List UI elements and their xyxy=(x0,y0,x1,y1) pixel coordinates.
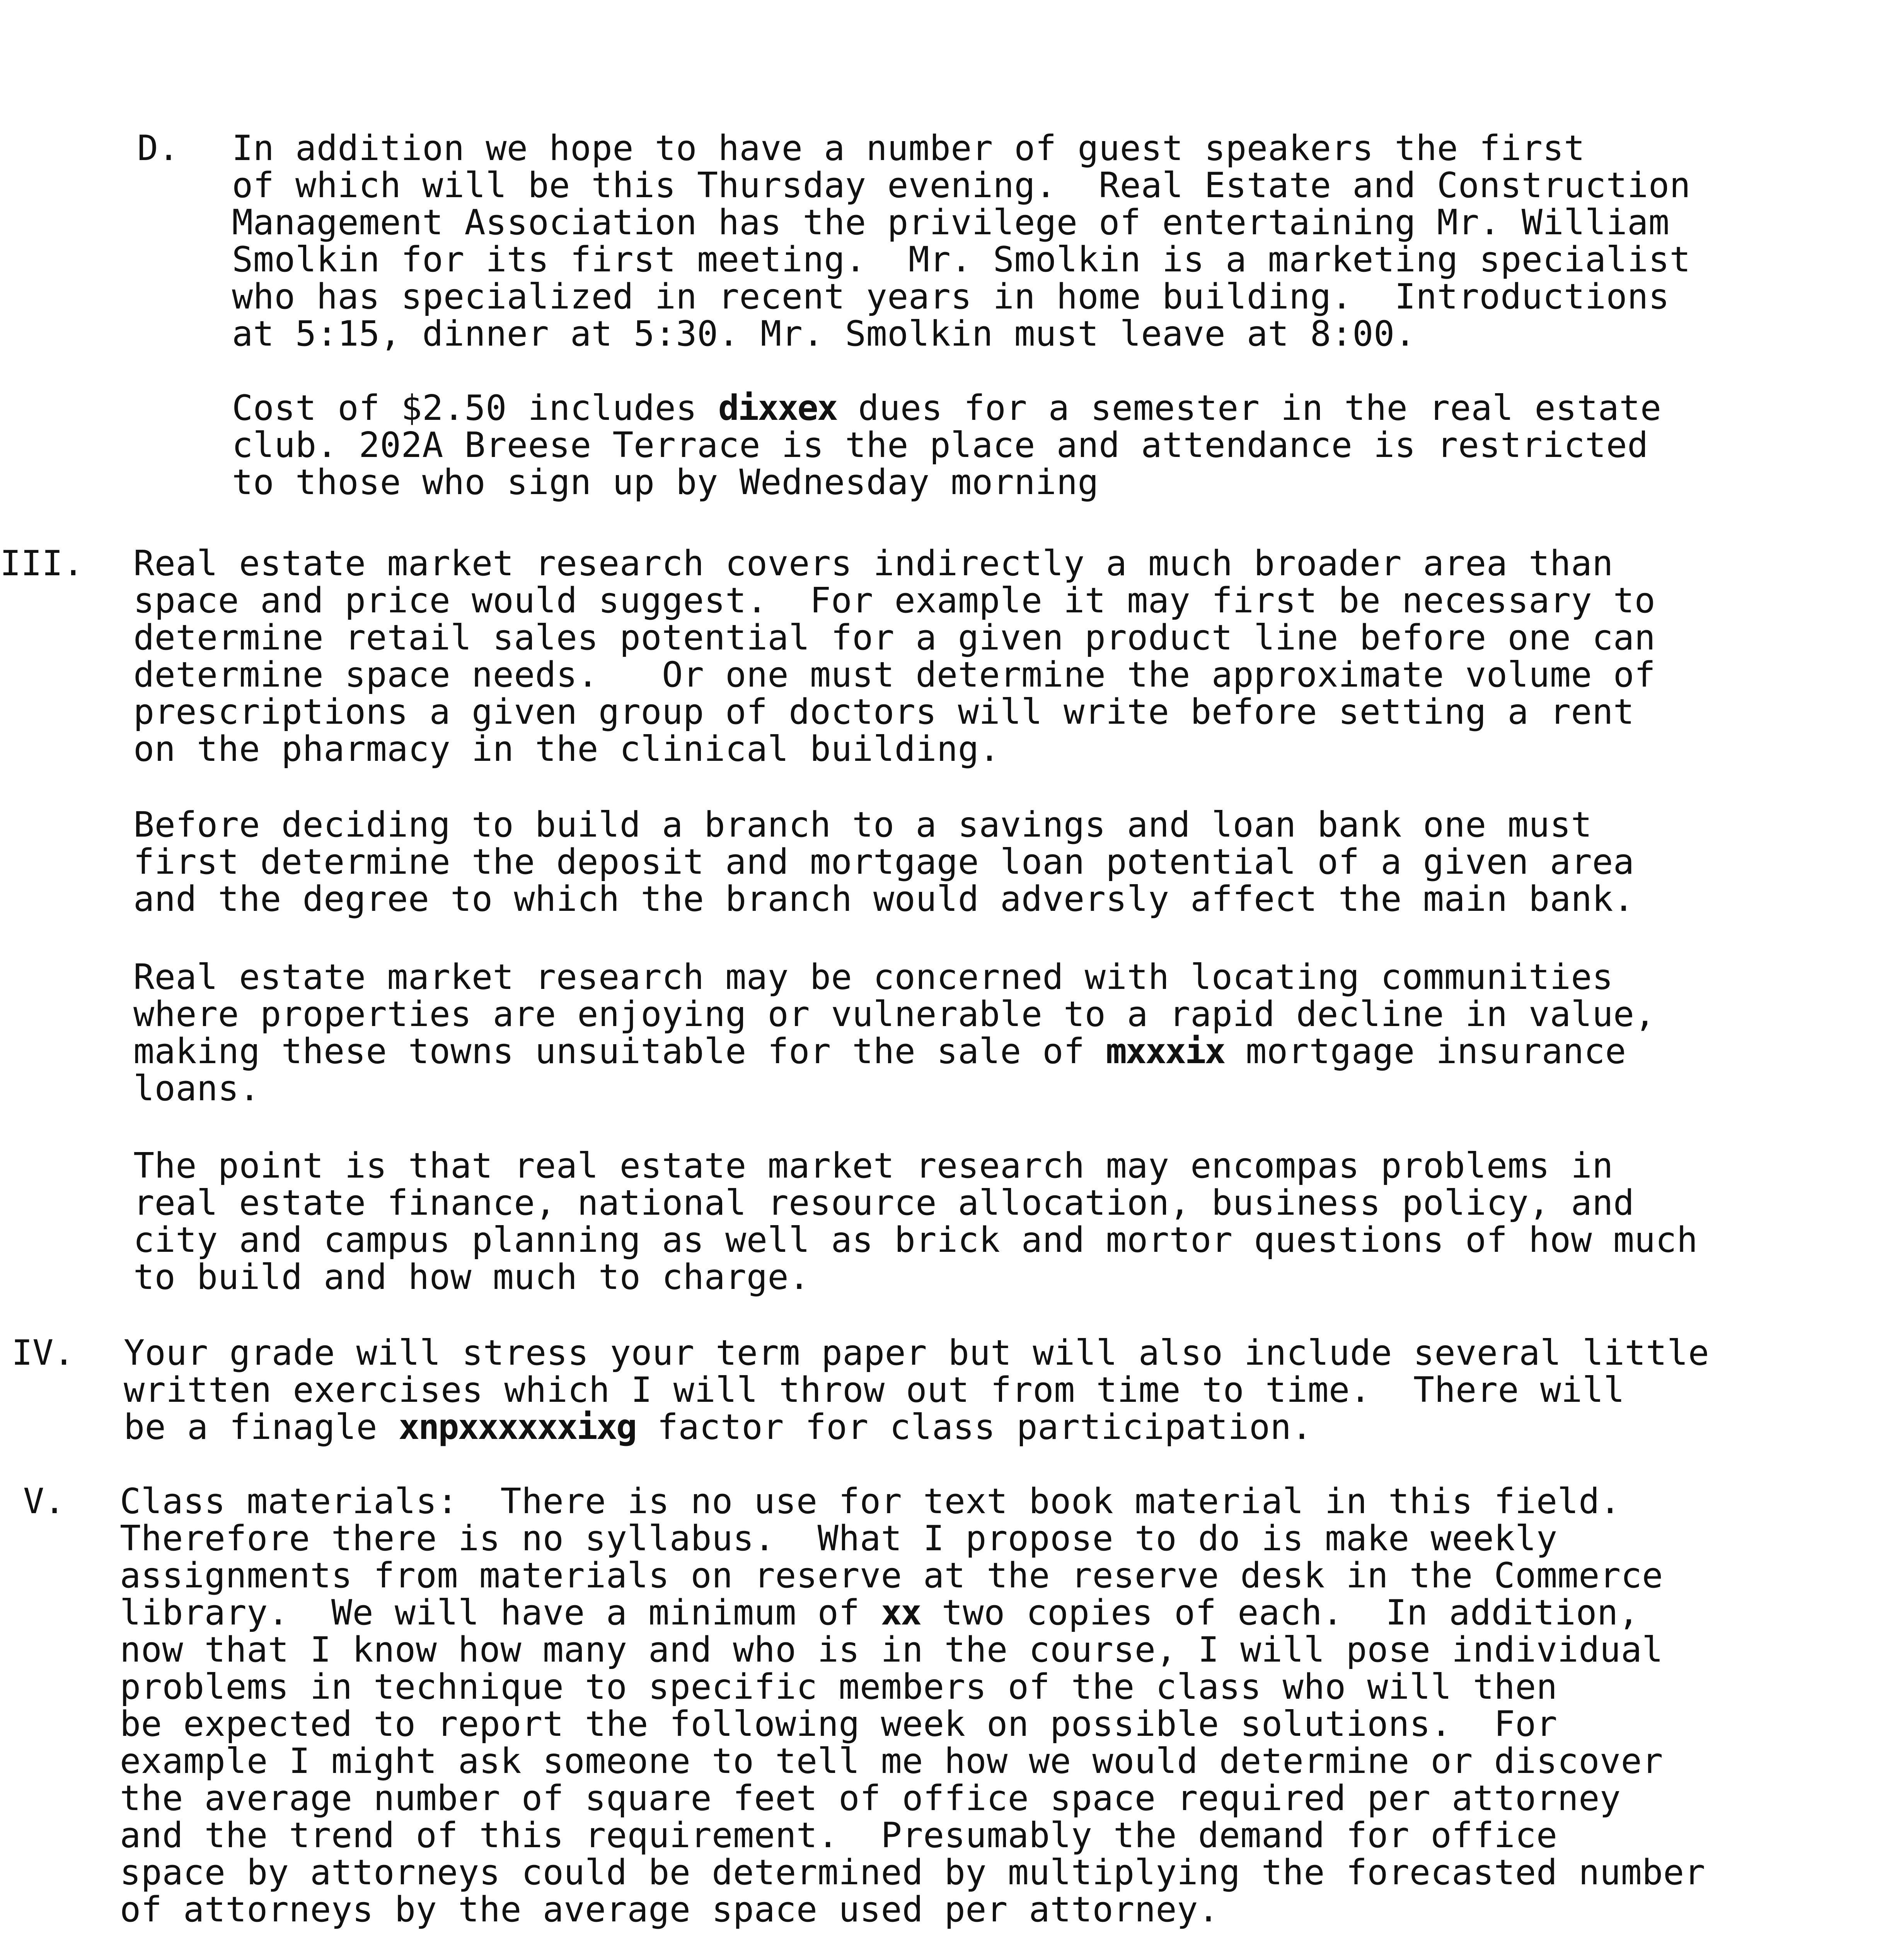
section-v-line-4 xyxy=(120,1594,1639,1631)
section-d-line-5: who has specialized in recent years in home building. Introductions xyxy=(232,276,1670,317)
section-iii-p4-line-3: city and campus planning as well as brick and mortor questions of how much xyxy=(133,1220,1698,1260)
section-d-line-6: at 5:15, dinner at 5:30. Mr. Smolkin must leave at 8:00. xyxy=(232,314,1416,354)
section-iv-line-3-start: be a finagle xyxy=(124,1407,399,1447)
section-v-line-1: Class materials: There is no use for text book material in this field. xyxy=(120,1481,1621,1522)
section-iii-p1-line-2: space and price would suggest. For example it may first be necessary to xyxy=(133,580,1656,621)
section-iii-p2-line-1: Before deciding to build a branch to a savings and loan bank one must xyxy=(133,805,1592,845)
cost-line-1 xyxy=(232,390,1662,427)
section-v-line-5: now that I know how many and who is in the course, I will pose individual xyxy=(120,1630,1663,1670)
section-d-line-3: Management Association has the privilege of entertaining Mr. William xyxy=(232,202,1670,243)
section-v-line-10: and the trend of this requirement. Presumably the demand for office xyxy=(120,1815,1558,1856)
section-iii-p1-line-3: determine retail sales potential for a given product line before one can xyxy=(133,617,1656,658)
section-iii-p1-line-5: prescriptions a given group of doctors will write before setting a rent xyxy=(133,692,1635,732)
section-v-line-9: the average number of square feet of office space required per attorney xyxy=(120,1778,1621,1819)
section-iii-p2-line-2: first determine the deposit and mortgage loan potential of a given area xyxy=(133,842,1635,882)
section-v-line-7: be expected to report the following week on possible solutions. For xyxy=(120,1704,1558,1744)
section-iii-p3-line-3 xyxy=(133,1033,1626,1070)
section-iv-line-1: Your grade will stress your term paper but will also include several little xyxy=(124,1333,1710,1373)
section-iii-p3-line-1: Real estate market research may be concerned with locating communities xyxy=(133,957,1613,997)
section-iii-p1-line-1: Real estate market research covers indirectly a much broader area than xyxy=(133,543,1613,584)
section-iii-p2-line-3: and the degree to which the branch would adversly affect the main bank. xyxy=(133,879,1635,919)
cost-line-1-start: Cost of $2.50 includes xyxy=(232,388,718,428)
section-iii-p3-line-3-start: making these towns unsuitable for the sale of xyxy=(133,1031,1106,1072)
section-iii-p3-line-4: loans. xyxy=(133,1068,261,1109)
section-iii-p4-line-1: The point is that real estate market research may encompas problems in xyxy=(133,1145,1613,1186)
section-iv-line-3-end: factor for class participation. xyxy=(636,1407,1313,1447)
cost-line-1-end: dues for a semester in the real estate xyxy=(837,388,1662,428)
section-iii-p4-line-4: to build and how much to charge. xyxy=(133,1257,810,1297)
section-marker-v: V. xyxy=(23,1481,65,1522)
typed-over-word: mxxxix xyxy=(1106,1031,1225,1072)
section-v-line-3: assignments from materials on reserve at the reserve desk in the Commerce xyxy=(120,1555,1663,1596)
section-d-line-4: Smolkin for its first meeting. Mr. Smolkin is a marketing specialist xyxy=(232,239,1691,280)
cost-line-2: club. 202A Breese Terrace is the place and attendance is restricted xyxy=(232,425,1648,465)
section-d-line-1: In addition we hope to have a number of guest speakers the first xyxy=(232,128,1585,169)
section-v-line-11: space by attorneys could be determined by multiplying the forecasted number xyxy=(120,1852,1706,1893)
section-v-line-6: problems in technique to specific members of the class who will then xyxy=(120,1667,1558,1707)
section-marker-iv: IV. xyxy=(12,1333,75,1373)
section-marker-iii: III. xyxy=(0,543,84,584)
section-v-line-4-end: two copies of each. In addition, xyxy=(920,1592,1640,1633)
section-iii-p3-line-2: where properties are enjoying or vulnerable to a rapid decline in value, xyxy=(133,994,1656,1035)
cost-line-3: to those who sign up by Wednesday morning xyxy=(232,462,1099,503)
section-v-line-12: of attorneys by the average space used per attorney. xyxy=(120,1889,1219,1930)
section-iii-p1-line-6: on the pharmacy in the clinical building. xyxy=(133,729,1001,769)
section-iii-p1-line-4: determine space needs. Or one must determine the approximate volume of xyxy=(133,655,1656,695)
section-v-line-8: example I might ask someone to tell me how we would determine or discover xyxy=(120,1741,1663,1781)
section-iii-p3-line-3-end: mortgage insurance xyxy=(1224,1031,1626,1072)
section-iv-line-3 xyxy=(124,1409,1313,1446)
section-iv-line-2: written exercises which I will throw out from time to time. There will xyxy=(124,1370,1625,1410)
typed-over-word: xnpxxxxxxixg xyxy=(398,1407,636,1447)
typed-over-word: xx xyxy=(881,1592,921,1633)
section-d-line-2: of which will be this Thursday evening. Real Estate and Construction xyxy=(232,165,1691,206)
section-v-line-4-start: library. We will have a minimum of xyxy=(120,1592,881,1633)
section-v-line-2: Therefore there is no syllabus. What I propose to do is make weekly xyxy=(120,1518,1558,1559)
section-marker-d: D. xyxy=(137,128,179,169)
typed-over-word: dixxex xyxy=(718,388,837,428)
section-iii-p4-line-2: real estate finance, national resource allocation, business policy, and xyxy=(133,1183,1635,1223)
